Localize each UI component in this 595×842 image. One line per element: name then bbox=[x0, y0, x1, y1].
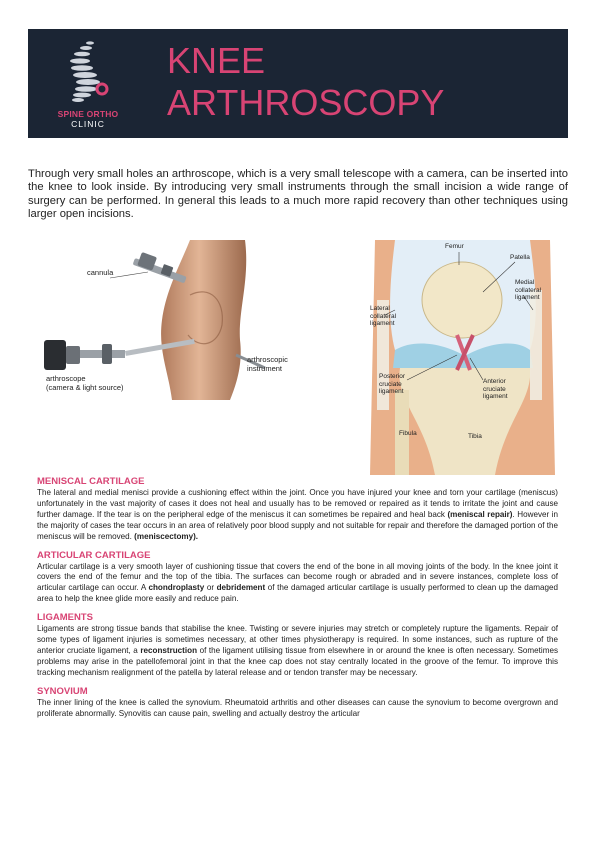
label-cannula: cannula bbox=[87, 268, 114, 277]
heading-ligaments: LIGAMENTS bbox=[37, 612, 93, 624]
heading-articular-cartilage: ARTICULAR CARTILAGE bbox=[37, 549, 151, 561]
label-lateral-collateral-ligament bbox=[370, 305, 396, 328]
articular-text-3: of the damaged articular cartilage is usually performed to clean up the damaged area to help the knee glide more easily and reduce pain. bbox=[37, 583, 558, 604]
label-posterior-cruciate-ligament bbox=[379, 373, 405, 396]
knee-anatomy-image bbox=[365, 240, 560, 475]
paragraph-meniscal-cartilage bbox=[37, 488, 558, 543]
paragraph-ligaments bbox=[37, 624, 558, 679]
label-tibia: Tibia bbox=[468, 433, 482, 440]
label-patella: Patella bbox=[510, 254, 530, 261]
label-lateral-line2: collateral bbox=[370, 312, 397, 320]
ligaments-text-2: of the ligament utilising tissue from elsewhere in or around the knee is often necessary. Sometimes problems may arise in the patellofemoral joint in that the knee cap does not stay centrally located in the groove of the femur. To improve this tracking mechanism realignment of the patella by lateral release and or tendon transfer may be necessary. bbox=[37, 645, 559, 677]
label-anterior-line3: ligament bbox=[483, 393, 508, 400]
label-anterior-line1: Anterior bbox=[483, 378, 506, 385]
ligaments-bold-reconstruction: reconstruction bbox=[140, 645, 198, 655]
label-medial-collateral-ligament bbox=[515, 279, 541, 302]
header-banner bbox=[28, 29, 568, 138]
articular-bold-chondroplasty: chondroplasty bbox=[148, 583, 205, 593]
title-line-2: ARTHROSCOPY bbox=[167, 82, 445, 123]
label-medial-line2: collateral bbox=[515, 286, 542, 294]
label-anterior-line2: cruciate bbox=[483, 385, 506, 393]
paragraph-synovium: The inner lining of the knee is called the synovium. Rheumatoid arthritis and other diseases can cause the synovium to become overgrown and proliferate abnormally. Synovitis can cause pain, swelling and actually destroy the articular bbox=[37, 697, 558, 718]
label-posterior-line2: cruciate bbox=[379, 380, 402, 388]
logo-text-clinic: CLINIC bbox=[71, 119, 105, 129]
label-posterior-line3: ligament bbox=[379, 388, 404, 395]
content-sections bbox=[37, 476, 558, 727]
label-instrument-line2: instrument bbox=[247, 363, 283, 373]
title-line-1: KNEE bbox=[167, 40, 266, 81]
label-arthroscope-line1: arthroscope bbox=[46, 374, 86, 383]
label-fibula: Fibula bbox=[399, 430, 417, 437]
label-arthroscope bbox=[46, 375, 124, 392]
clinic-logo bbox=[38, 37, 138, 132]
logo-text-spine-ortho: SPINE ORTHO bbox=[57, 109, 119, 119]
knee-anatomy-illustration bbox=[365, 240, 560, 475]
page-title bbox=[167, 40, 444, 124]
label-arthroscope-line2: (camera & light source) bbox=[46, 382, 124, 392]
label-lateral-line1: Lateral bbox=[370, 305, 390, 312]
ligaments-text-1: Ligaments are strong tissue bands that stabilise the knee. Twisting or severe injuries may stretch or completely rupture the ligaments. Repair of some types of ligament injuries is sometimes necessary, at other times physiotherapy is required. In some instances, such as rupture of the anterior cruciate ligament, a bbox=[37, 624, 558, 655]
label-lateral-line3: ligament bbox=[370, 320, 395, 327]
paragraph-articular-cartilage bbox=[37, 562, 558, 606]
meniscal-bold-repair: (meniscal repair) bbox=[447, 509, 513, 519]
articular-bold-debridement: debridement bbox=[216, 583, 266, 593]
articular-text-2: or bbox=[204, 583, 217, 593]
heading-meniscal-cartilage: MENISCAL CARTILAGE bbox=[37, 476, 145, 487]
label-medial-line3: ligament bbox=[515, 294, 540, 301]
arthroscope-illustration bbox=[40, 240, 288, 400]
label-anterior-cruciate-ligament bbox=[483, 378, 508, 401]
spine-logo-icon bbox=[38, 37, 138, 107]
heading-synovium: SYNOVIUM bbox=[37, 685, 88, 697]
meniscal-bold-meniscectomy: (meniscectomy). bbox=[134, 531, 199, 541]
intro-paragraph: Through very small holes an arthroscope, which is a very small telescope with a camera, can be inserted into the knee to look inside. By introducing very small instruments through the small incision a wide range of surgery can be performed. In general this leads to a much more rapid recovery than other techniques using larger open incisions. bbox=[28, 168, 568, 221]
label-posterior-line1: Posterior bbox=[379, 373, 406, 380]
label-femur: Femur bbox=[445, 243, 464, 250]
label-arthroscopic-instrument bbox=[247, 356, 288, 373]
articular-text-1: Articular cartilage is a very smooth layer of cushioning tissue that covers the end of the bone in all moving joints of the body. In the knee joint it covers the end of the femur and the top of the tibia. The surfaces can become rough or abraded and in severe instances, complete loss of articular cartilage can occur. A bbox=[37, 561, 558, 593]
meniscal-text-2: . However in the majority of cases the tear occurs in an area of relatively poor blood supply and not suitable for repair and therefore the damaged portion of the meniscus will be removed. bbox=[37, 509, 559, 541]
label-instrument-line1: arthroscopic bbox=[247, 355, 288, 364]
label-medial-line1: Medial bbox=[515, 279, 535, 286]
meniscal-text-1: The lateral and medial menisci provide a cushioning effect within the joint. Once you have injured your knee and torn your cartilage (meniscus) unfortunately in the vast majority of cases it does not heal and usually has to be removed or repaired as it tends to irritate the joint and cause further damage. If the tear is on the peripheral edge of the meniscus it can sometimes be repaired and heal back bbox=[37, 488, 558, 519]
